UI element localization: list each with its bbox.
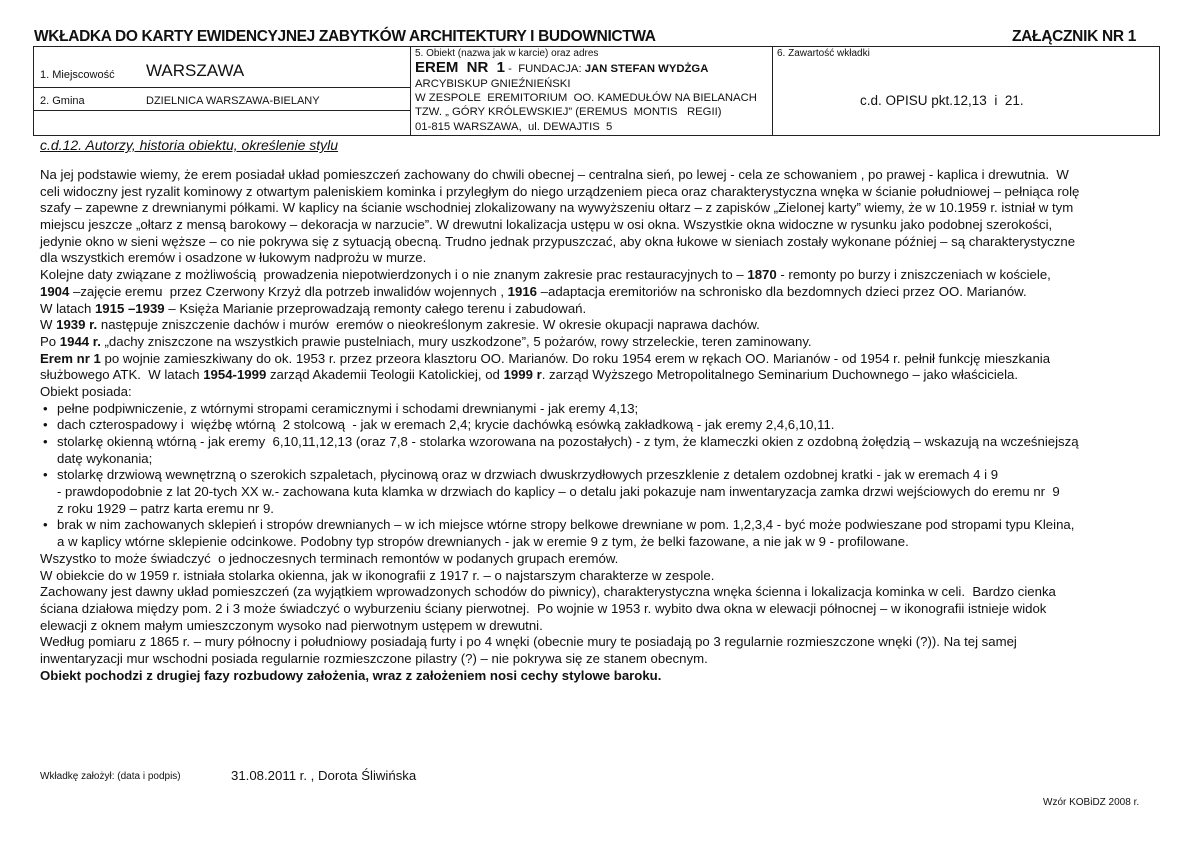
object-dash: - [505,63,519,75]
text: – Księża Marianie przeprowadzają remonty całego terenu i zabudowań. [164,300,587,316]
text: Na jej podstawie wiemy, że erem posiadał układ pomieszczeń zachowany do chwili obecnej – centralna sień, po lewej - cela ze schowaniem , po prawej - kaplica i drewutnia. W [40,167,1069,182]
commune-label: 2. Gmina [40,95,85,107]
text: –adaptacja eremitoriów na schronisko dla bezdomnych dzieci przez OO. Marianów. [537,283,1027,299]
bold-text: 1944 r. [59,333,101,349]
text: po wojnie zamieszkiwany do ok. 1953 r. przez przeora klasztoru OO. Marianów. Do roku 1954 erem w rękach OO. Marianów - od 1954 r. pełnił funkcję mieszkania [100,350,1051,366]
text: Obiekt posiada: [40,383,132,399]
text-line [40,501,1165,518]
text: W latach [40,300,95,316]
text-line [40,668,1165,685]
text: Wszystko to może świadczyć o jednoczesnych terminach remontów w podanych grupach eremów. [40,550,619,566]
text: „dachy zniszczone na wszystkich prawie pustelniach, mury uszkodzone”, 5 pożarów, rowy strzeleckie, teren zaminowany. [100,333,812,349]
foundation-value: JAN STEFAN WYDŻGA [584,63,709,75]
bold-text: Obiekt pochodzi z drugiej fazy rozbudowy założenia, wraz z założeniem nosi cechy stylowe baroku. [40,667,662,683]
text: zarząd Akademii Teologii Katolickiej, od [266,367,504,383]
text: pełne podpiwniczenie, z wtórnymi stropami ceramicznymi i schodami drewnianymi - jak eremy 4,13; [57,400,639,416]
text-line [40,234,1165,251]
text-line [40,334,1165,351]
text-line [40,217,1165,234]
text: stolarkę okienną wtórną - jak eremy 6,10,11,12,13 (oraz 7,8 - stolarka wzorowana na pozostałych) - z tym, że klameczki okien z ozdobną żołędzią – wskazują na wcześniejszą [57,434,1079,449]
text: następuje zniszczenie dachów i murów eremów o nieokreślonym zakresie. W okresie okupacji naprawa dachów. [97,317,760,333]
text: miejscu jeszcze „ołtarz z mensą barokowy – dekoracja w narzucie”. W drewutni lokalizacja ustępu w osi okna. Wszystkie okna widoczne w rysunku jako podobnej szerokości, [40,217,1053,233]
object-address: 01-815 WARSZAWA, ul. DEWAJTIS 5 [415,121,613,133]
bullet-icon: • [43,434,48,449]
bullet-item [40,434,1165,451]
author-value: 31.08.2011 r. , Dorota Śliwińska [231,768,417,783]
description-body [40,167,1165,684]
text: z roku 1929 – patrz karta eremu nr 9. [57,500,274,516]
author-label: Wkładkę założył: (data i podpis) [40,771,181,782]
text: - remonty po burzy i zniszczeniach w kościele, [776,267,1051,283]
locality-label: 1. Miejscowość [40,69,115,81]
bullet-icon: • [43,400,48,416]
text-line [40,167,1165,184]
object-name: EREM NR 1 [415,59,506,76]
contents-value: c.d. OPISU pkt.12,13 i 21. [860,93,1024,108]
document-title: WKŁADKA DO KARTY EWIDENCYJNEJ ZABYTKÓW ARCHITEKTURY I BUDOWNICTWA [34,28,656,45]
text-line [40,551,1165,568]
bold-text: 1954-1999 [203,367,267,383]
bullet-icon: • [43,517,48,533]
bullet-item [40,417,1165,434]
divider [772,47,773,135]
bullet-item [40,467,1165,484]
text: dla wszystkich eremów i osadzone w łukowym nadprożu w murze. [40,250,427,266]
bold-text: 1916 [507,283,537,299]
text-line [40,317,1165,334]
bold-text: Erem nr 1 [40,350,101,366]
section-title: c.d.12. Autorzy, historia obiektu, określenie stylu [40,137,339,153]
text-line [40,184,1165,201]
object-label: 5. Obiekt (nazwa jak w karcie) oraz adres [415,48,599,59]
object-title [415,59,708,77]
text-line [40,634,1165,651]
contents-label: 6. Zawartość wkładki [777,48,870,59]
bullet-item [40,401,1165,418]
text-line [40,651,1165,668]
text: ściana działowa między pom. 2 i 3 może świadczyć o wyburzeniu ściany pierwotnej. Po wojnie w 1953 r. wybito dwa okna w elewacji północnej – w ikonografii istnieje widok [40,600,1047,616]
divider [410,47,411,135]
annex-number: ZAŁĄCZNIK NR 1 [1012,28,1137,45]
divider [34,87,410,88]
text: –zajęcie eremu przez Czerwony Krzyż dla potrzeb inwalidów wojennych , [69,283,508,299]
bold-text: 1939 r. [56,317,98,333]
text: a w kaplicy wtórne sklepienie odcinkowe. Podobny typ stropów drewnianych - jak w eremie 9 z tym, że belki fazowane, a nie jak w 9 - profilowane. [57,534,909,550]
text-line [40,568,1165,585]
bullet-icon: • [43,417,48,433]
text: celi widoczny jest ryzalit kominowy z otwartym paleniskiem kominka i przyległym do niego urządzeniem pieca oraz charakterystyczna wnęka w ścianie południowej – pełniąca rolę [40,183,1080,199]
text: Kolejne daty związane z możliwością prowadzenia niepotwierdzonych i o nie znanym zakresie prac restauracyjnych to – [40,267,748,283]
bold-text: 1915 –1939 [94,300,165,316]
text-line [40,601,1165,618]
text-line [40,284,1165,301]
foundation-label: FUNDACJA: [518,63,585,75]
bold-text: 1999 r [503,367,542,383]
bullet-icon: • [43,467,48,483]
text: . zarząd Wyższego Metropolitalnego Seminarium Duchownego – jako właściciela. [541,367,1019,383]
text-line [40,451,1165,468]
text: W [40,317,57,333]
divider [34,110,410,111]
text: Po [40,333,60,349]
bold-text: 1870 [747,267,777,283]
text-line [40,351,1165,368]
text: datę wykonania; [57,450,153,466]
text-line [40,301,1165,318]
text: brak w nim zachowanych sklepień i stropów drewnianych – w ich miejsce wtórne stropy belkowe drewniane w pom. 1,2,3,4 - być może podwieszane pod stropami typu Kleina, [57,517,1075,533]
text-line [40,484,1165,501]
text-line [40,618,1165,635]
text: Zachowany jest dawny układ pomieszczeń (za wyjątkiem wprowadzonych schodów do piwnicy), charakterystyczna wnęka ścienna i lokalizacja kominka w celi. Bardzo cienka [40,584,1056,600]
text: Według pomiaru z 1865 r. – mury północny i południowy posiadają furty i po 4 wnęki (obecnie mury te posiadają po 3 regularnie rozmieszczone wnęki (?)). Na tej samej [40,634,1017,650]
text-line [40,200,1165,217]
template-version: Wzór KOBiDZ 2008 r. [1043,797,1140,808]
object-line: ARCYBISKUP GNIEŹNIEŃSKI [415,78,571,90]
object-line: W ZESPOLE EREMITORIUM OO. KAMEDUŁÓW NA BIELANACH [415,92,757,104]
text: W obiekcie do w 1959 r. istniała stolarka okienna, jak w ikonografii z 1917 r. – o najstarszym charakterze w zespole. [40,567,715,583]
text-line [40,250,1165,267]
text-line [40,384,1165,401]
bullet-item [40,517,1165,534]
object-line: TZW. „ GÓRY KRÓLEWSKIEJ” (EREMUS MONTIS REGII) [415,106,722,118]
header-table [33,46,1160,136]
text-line [40,584,1165,601]
text-line [40,367,1165,384]
text: jedynie okno w sieni węższe – co nie pokrywa się z sytuacją obecną. Trudno jednak przypuszczać, aby okna łukowe w sieniach zostały wykonane później – są charakterystyczne [40,233,1076,249]
bold-text: 1904 [40,283,70,299]
text: inwentaryzacji mur wschodni posiada regularnie rozmieszczone pilastry (?) – nie pokrywa się ze stanem obecnym. [40,650,708,666]
text: dach czterospadowy i więźbę wtórną 2 stolcową - jak w eremach 2,4; krycie dachówką esówką zakładkową - jak eremy 2,4,6,10,11. [57,417,835,433]
locality-value: WARSZAWA [146,61,245,80]
text: elewacji z oknem małym umieszczonym wysoko nad pierwotnym ustępem w drewutni. [40,617,543,633]
text: stolarkę drzwiową wewnętrzną o szerokich szpaletach, płycinową oraz w drzwiach dwuskrzydłowych przeszklenie z detalem ozdobnej kratki - jak w eremach 4 i 9 [57,467,999,483]
text: służbowego ATK. W latach [40,367,204,383]
text-line [40,534,1165,551]
text: - prawdopodobnie z lat 20-tych XX w.- zachowana kuta klamka w drzwiach do kaplicy – o detalu jaki pokazuje nam inwentaryzacja zamka drzwi wejściowych do eremu nr 9 [57,484,1060,500]
text: szafy – zapewne z drewnianymi półkami. W kaplicy na ścianie wschodniej zlokalizowany na wywyższeniu ołtarz – z zapisków „Zielonej karty” wiemy, że w 10.1959 r. istniał w tym [40,200,1074,216]
text-line [40,267,1165,284]
commune-value: DZIELNICA WARSZAWA-BIELANY [146,95,320,107]
